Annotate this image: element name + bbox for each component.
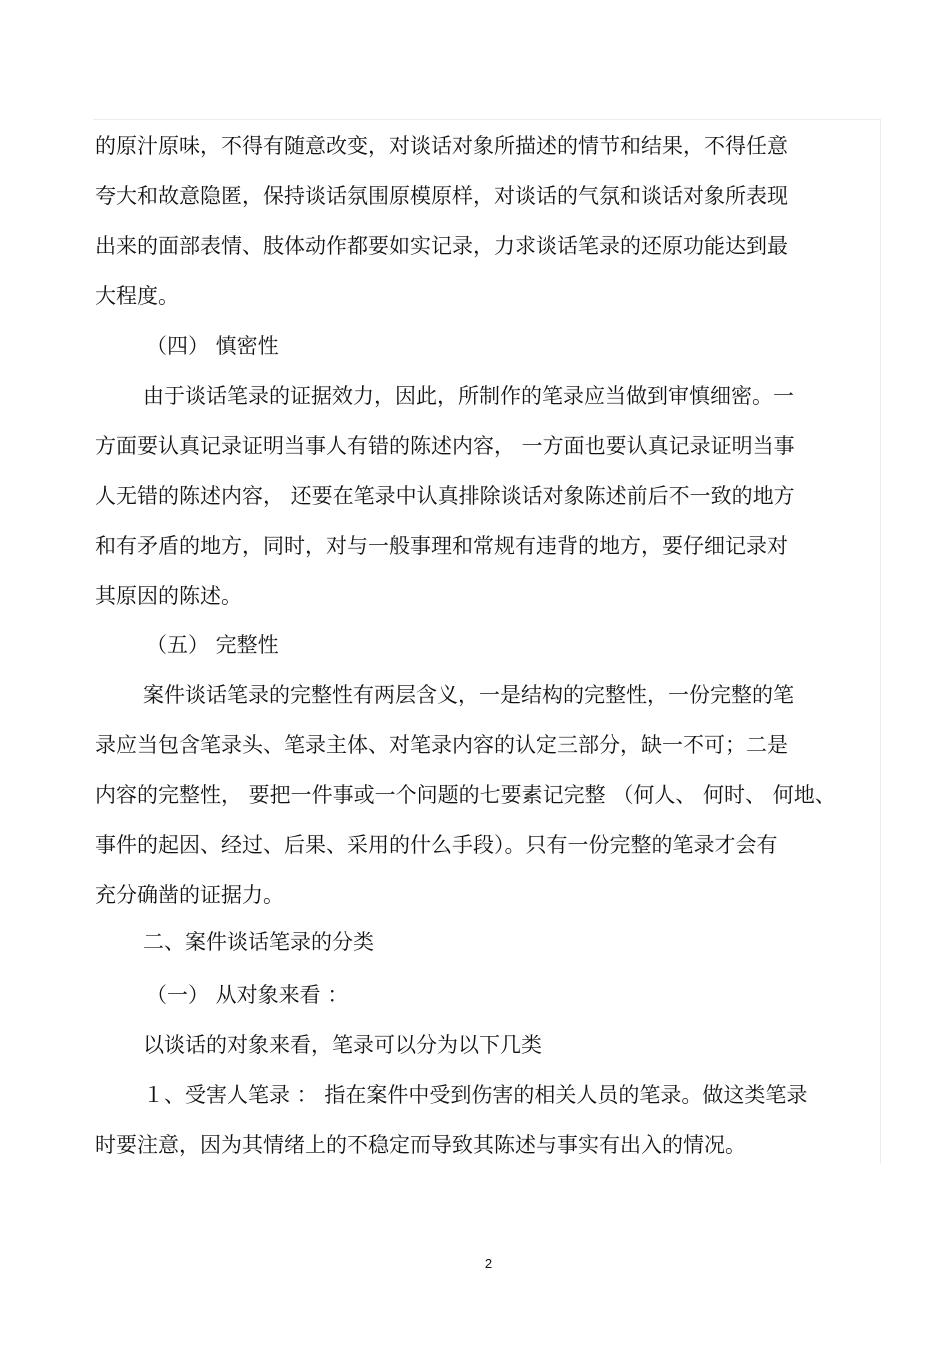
text-line: 和有矛盾的地方，同时，对与一般事理和常规有违背的地方，要仔细记录对	[95, 534, 788, 558]
text-line: 以谈话的对象来看，笔录可以分为以下几类	[143, 1033, 542, 1057]
text-line: 时要注意，因为其情绪上的不稳定而导致其陈述与事实有出入的情况。	[95, 1133, 746, 1157]
text-line: 案件谈话笔录的完整性有两层含义，一是结构的完整性，一份完整的笔	[143, 683, 794, 707]
text-line: 内容的完整性， 要把一件事或一个问题的七要素记完整 （何人、 何时、 何地、	[95, 783, 836, 807]
page-border-top	[93, 119, 881, 120]
text-line: 大程度。	[95, 284, 179, 308]
text-line: １、受害人笔录 ： 指在案件中受到伤害的相关人员的笔录。做这类笔录	[143, 1083, 808, 1107]
text-line: 其原因的陈述。	[95, 584, 242, 608]
text-line: 的原汁原味，不得有随意改变，对谈话对象所描述的情节和结果，不得任意	[95, 134, 788, 158]
page-border-right	[880, 119, 881, 1164]
subsection-heading: （一） 从对象来看 ：	[146, 983, 349, 1007]
text-line: 录应当包含笔录头、笔录主体、对笔录内容的认定三部分，缺一不可；二是	[95, 733, 788, 757]
text-line: 方面要认真记录证明当事人有错的陈述内容， 一方面也要认真记录证明当事	[95, 434, 795, 458]
section-heading: （五） 完整性	[146, 633, 279, 657]
page-number: 2	[484, 1256, 493, 1271]
text-line: 人无错的陈述内容， 还要在笔录中认真排除谈话对象陈述前后不一致的地方	[95, 484, 795, 508]
text-line: 夸大和故意隐匿，保持谈话氛围原模原样，对谈话的气氛和谈话对象所表现	[95, 184, 788, 208]
text-line: 出来的面部表情、肢体动作都要如实记录，力求谈话笔录的还原功能达到最	[95, 234, 788, 258]
text-line: 事件的起因、经过、后果、采用的什么手段）。只有一份完整的笔录才会有	[95, 833, 778, 857]
text-line: 由于谈话笔录的证据效力，因此，所制作的笔录应当做到审慎细密。一	[143, 384, 794, 408]
text-line: 充分确凿的证据力。	[95, 883, 284, 907]
section-heading: （四） 慎密性	[146, 334, 279, 358]
section-heading: 二、案件谈话笔录的分类	[143, 930, 374, 954]
